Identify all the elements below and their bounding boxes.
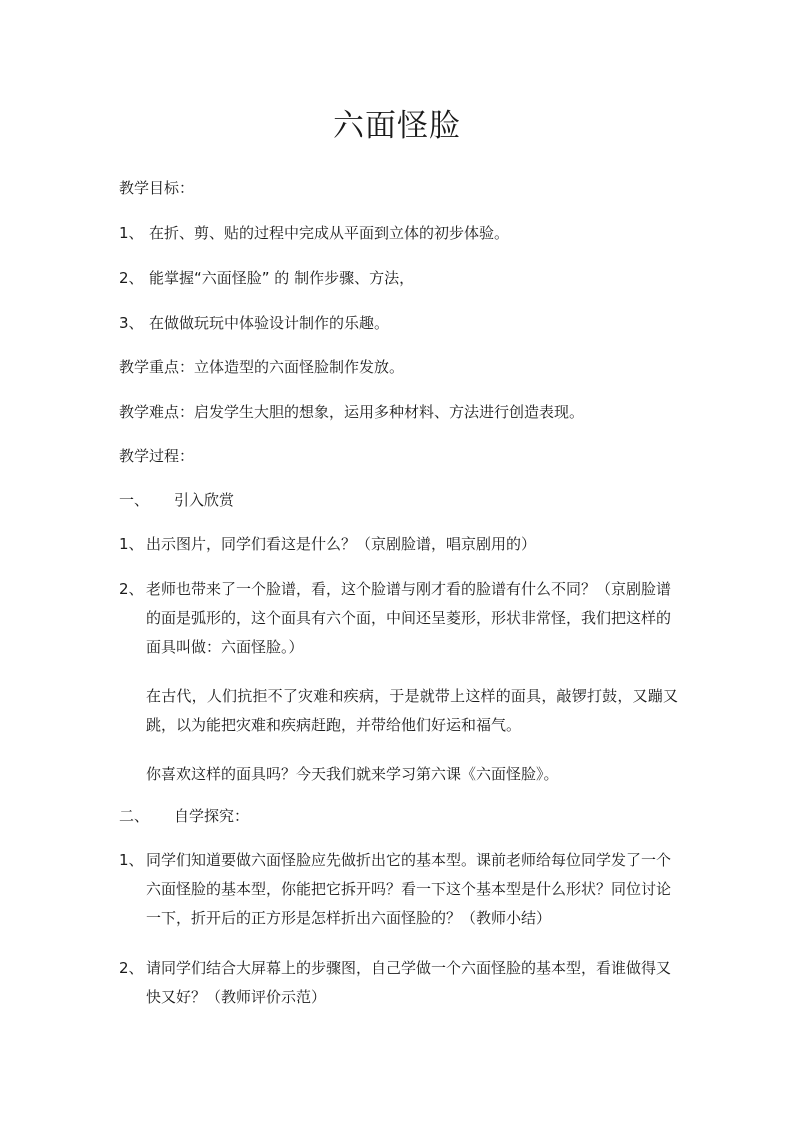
item-number: 1、: [119, 851, 144, 869]
section-heading: [119, 805, 249, 827]
process-heading: 教学过程：: [119, 447, 195, 465]
section-number: 一、: [119, 491, 150, 509]
page-title: 六面怪脸: [333, 108, 461, 144]
goal-text: 在折、剪、贴的过程中完成从平面到立体的初步体验。: [149, 224, 510, 242]
goal-number: 1、: [119, 224, 144, 242]
goal-text: 在做做玩玩中体验设计制作的乐趣。: [149, 314, 390, 332]
item-text: 同学们知道要做六面怪脸应先做折出它的基本型。课前老师给每位同学发了一个六面怪脸的基本型，你能把它拆开吗？看一下这个基本型是什么形状？同位讨论一下，折开后的正方形是怎样折出六面怪脸的？（教师小结）: [146, 851, 672, 927]
goal-item: [119, 312, 389, 334]
list-item: [119, 846, 678, 933]
item-text: 出示图片，同学们看这是什么？（京剧脸谱，唱京剧用的）: [146, 535, 537, 553]
list-item: [119, 530, 678, 559]
goal-text: 能掌握“六面怪脸” 的 制作步骤、方法，: [149, 269, 415, 287]
list-item: [119, 575, 678, 662]
goal-item: [119, 222, 509, 244]
section-heading: [119, 489, 234, 511]
item-number: 2、: [119, 959, 144, 977]
item-text: 老师也带来了一个脸谱，看，这个脸谱与刚才看的脸谱有什么不同？（京剧脸谱的面是弧形的，这个面具有六个面，中间还呈菱形，形状非常怪，我们把这样的面具叫做：六面怪脸。）: [146, 580, 672, 656]
item-text: 请同学们结合大屏幕上的步骤图，自己学做一个六面怪脸的基本型，看谁做得又快又好？（教师评价示范）: [146, 959, 672, 1006]
item-number: 2、: [119, 580, 144, 598]
goal-number: 3、: [119, 314, 144, 332]
section-title: 自学探究：: [174, 807, 250, 825]
item-number: 1、: [119, 535, 144, 553]
difficulty: 教学难点：启发学生大胆的想象，运用多种材料、方法进行创造表现。: [119, 403, 585, 421]
goals-heading: 教学目标：: [119, 179, 195, 197]
paragraph-ancient: 在古代，人们抗拒不了灾难和疾病，于是就带上这样的面具，敲锣打鼓，又蹦又跳，以为能把灾难和疾病赶跑，并带给他们好运和福气。: [146, 687, 678, 734]
list-item: [119, 954, 678, 1012]
goal-item: [119, 267, 414, 289]
paragraph-like: 你喜欢这样的面具吗？今天我们就来学习第六课《六面怪脸》。: [146, 765, 559, 783]
section-number: 二、: [119, 807, 150, 825]
key-point: 教学重点：立体造型的六面怪脸制作发放。: [119, 358, 405, 376]
section-title: 引入欣赏: [174, 491, 235, 509]
goal-number: 2、: [119, 269, 144, 287]
